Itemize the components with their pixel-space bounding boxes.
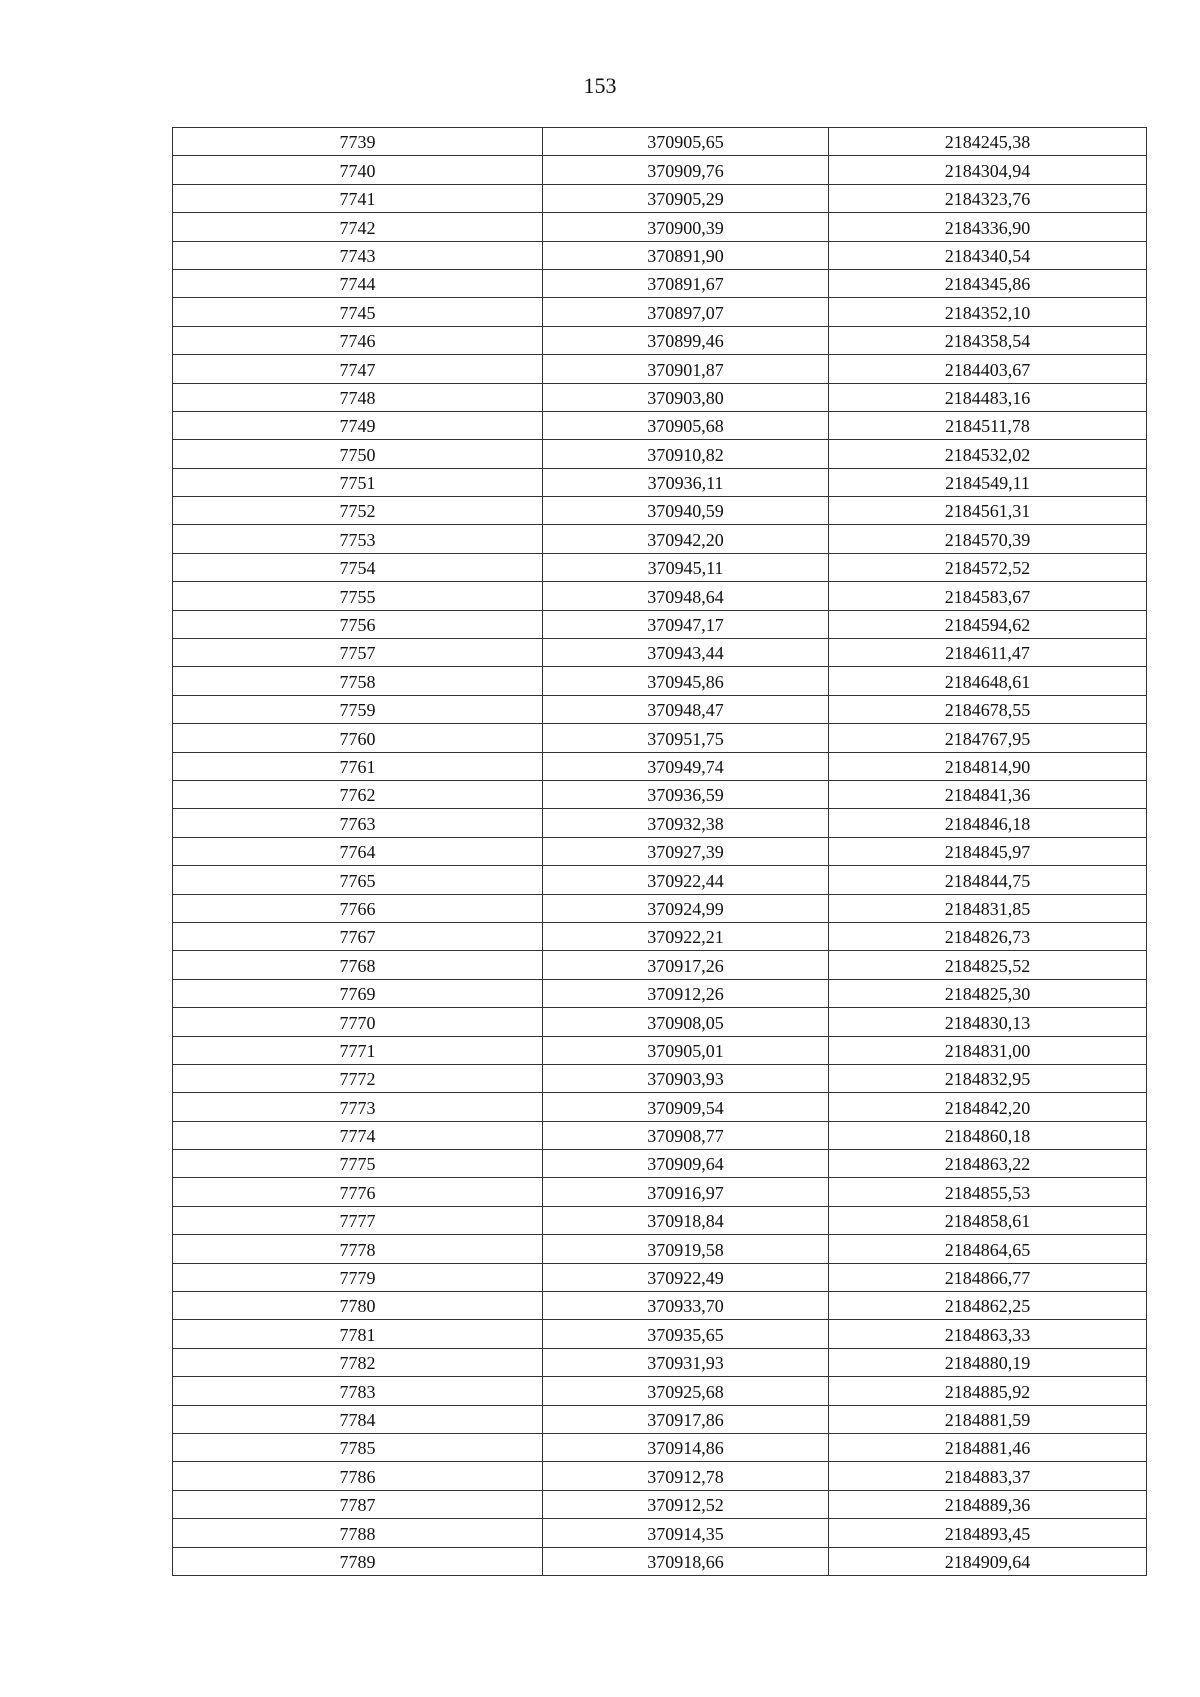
x-coordinate-cell: 370949,74	[543, 752, 829, 780]
y-coordinate-cell: 2184855,53	[829, 1178, 1147, 1206]
point-number-cell: 7773	[173, 1093, 543, 1121]
x-coordinate-cell: 370914,86	[543, 1433, 829, 1461]
point-number-cell: 7750	[173, 440, 543, 468]
table-row	[173, 866, 1147, 894]
point-number-cell: 7779	[173, 1263, 543, 1291]
x-coordinate-cell: 370945,86	[543, 667, 829, 695]
y-coordinate-cell: 2184845,97	[829, 837, 1147, 865]
y-coordinate-cell: 2184245,38	[829, 128, 1147, 156]
y-coordinate-cell: 2184832,95	[829, 1064, 1147, 1092]
x-coordinate-cell: 370951,75	[543, 724, 829, 752]
x-coordinate-cell: 370905,65	[543, 128, 829, 156]
table-row	[173, 156, 1147, 184]
table-row	[173, 1405, 1147, 1433]
y-coordinate-cell: 2184583,67	[829, 582, 1147, 610]
y-coordinate-cell: 2184880,19	[829, 1348, 1147, 1376]
table-row	[173, 582, 1147, 610]
table-row	[173, 1206, 1147, 1234]
table-row	[173, 1320, 1147, 1348]
table-row	[173, 1377, 1147, 1405]
point-number-cell: 7777	[173, 1206, 543, 1234]
table-row	[173, 468, 1147, 496]
point-number-cell: 7780	[173, 1292, 543, 1320]
point-number-cell: 7749	[173, 411, 543, 439]
table-row	[173, 1150, 1147, 1178]
x-coordinate-cell: 370943,44	[543, 639, 829, 667]
coordinates-table-body	[173, 128, 1147, 1576]
table-row	[173, 1008, 1147, 1036]
point-number-cell: 7745	[173, 298, 543, 326]
table-row	[173, 1292, 1147, 1320]
table-row	[173, 383, 1147, 411]
point-number-cell: 7763	[173, 809, 543, 837]
y-coordinate-cell: 2184883,37	[829, 1462, 1147, 1490]
table-row	[173, 1036, 1147, 1064]
y-coordinate-cell: 2184594,62	[829, 610, 1147, 638]
y-coordinate-cell: 2184561,31	[829, 497, 1147, 525]
point-number-cell: 7769	[173, 979, 543, 1007]
table-row	[173, 724, 1147, 752]
x-coordinate-cell: 370919,58	[543, 1235, 829, 1263]
y-coordinate-cell: 2184858,61	[829, 1206, 1147, 1234]
point-number-cell: 7768	[173, 951, 543, 979]
y-coordinate-cell: 2184345,86	[829, 269, 1147, 297]
table-row	[173, 610, 1147, 638]
table-row	[173, 525, 1147, 553]
point-number-cell: 7774	[173, 1121, 543, 1149]
point-number-cell: 7748	[173, 383, 543, 411]
point-number-cell: 7746	[173, 326, 543, 354]
table-row	[173, 1263, 1147, 1291]
x-coordinate-cell: 370947,17	[543, 610, 829, 638]
x-coordinate-cell: 370932,38	[543, 809, 829, 837]
x-coordinate-cell: 370922,44	[543, 866, 829, 894]
x-coordinate-cell: 370905,01	[543, 1036, 829, 1064]
point-number-cell: 7776	[173, 1178, 543, 1206]
y-coordinate-cell: 2184909,64	[829, 1547, 1147, 1575]
x-coordinate-cell: 370903,80	[543, 383, 829, 411]
point-number-cell: 7751	[173, 468, 543, 496]
point-number-cell: 7739	[173, 128, 543, 156]
y-coordinate-cell: 2184549,11	[829, 468, 1147, 496]
x-coordinate-cell: 370922,49	[543, 1263, 829, 1291]
y-coordinate-cell: 2184611,47	[829, 639, 1147, 667]
y-coordinate-cell: 2184814,90	[829, 752, 1147, 780]
y-coordinate-cell: 2184340,54	[829, 241, 1147, 269]
x-coordinate-cell: 370905,29	[543, 184, 829, 212]
x-coordinate-cell: 370924,99	[543, 894, 829, 922]
coordinates-table	[172, 127, 1147, 1576]
table-row	[173, 951, 1147, 979]
table-row	[173, 269, 1147, 297]
table-row	[173, 809, 1147, 837]
point-number-cell: 7789	[173, 1547, 543, 1575]
point-number-cell: 7766	[173, 894, 543, 922]
y-coordinate-cell: 2184846,18	[829, 809, 1147, 837]
point-number-cell: 7753	[173, 525, 543, 553]
table-row	[173, 1519, 1147, 1547]
table-row	[173, 1462, 1147, 1490]
x-coordinate-cell: 370917,26	[543, 951, 829, 979]
y-coordinate-cell: 2184336,90	[829, 213, 1147, 241]
point-number-cell: 7757	[173, 639, 543, 667]
x-coordinate-cell: 370905,68	[543, 411, 829, 439]
x-coordinate-cell: 370910,82	[543, 440, 829, 468]
table-row	[173, 553, 1147, 581]
x-coordinate-cell: 370948,47	[543, 695, 829, 723]
x-coordinate-cell: 370948,64	[543, 582, 829, 610]
point-number-cell: 7740	[173, 156, 543, 184]
table-row	[173, 440, 1147, 468]
table-row	[173, 1093, 1147, 1121]
x-coordinate-cell: 370945,11	[543, 553, 829, 581]
point-number-cell: 7778	[173, 1235, 543, 1263]
y-coordinate-cell: 2184844,75	[829, 866, 1147, 894]
y-coordinate-cell: 2184483,16	[829, 383, 1147, 411]
x-coordinate-cell: 370891,90	[543, 241, 829, 269]
point-number-cell: 7764	[173, 837, 543, 865]
y-coordinate-cell: 2184323,76	[829, 184, 1147, 212]
x-coordinate-cell: 370917,86	[543, 1405, 829, 1433]
y-coordinate-cell: 2184862,25	[829, 1292, 1147, 1320]
point-number-cell: 7772	[173, 1064, 543, 1092]
table-row	[173, 695, 1147, 723]
x-coordinate-cell: 370900,39	[543, 213, 829, 241]
point-number-cell: 7756	[173, 610, 543, 638]
y-coordinate-cell: 2184648,61	[829, 667, 1147, 695]
table-row	[173, 497, 1147, 525]
y-coordinate-cell: 2184570,39	[829, 525, 1147, 553]
x-coordinate-cell: 370909,76	[543, 156, 829, 184]
point-number-cell: 7782	[173, 1348, 543, 1376]
y-coordinate-cell: 2184864,65	[829, 1235, 1147, 1263]
y-coordinate-cell: 2184841,36	[829, 780, 1147, 808]
table-row	[173, 1433, 1147, 1461]
table-row	[173, 355, 1147, 383]
y-coordinate-cell: 2184893,45	[829, 1519, 1147, 1547]
table-row	[173, 837, 1147, 865]
point-number-cell: 7775	[173, 1150, 543, 1178]
y-coordinate-cell: 2184403,67	[829, 355, 1147, 383]
point-number-cell: 7755	[173, 582, 543, 610]
x-coordinate-cell: 370899,46	[543, 326, 829, 354]
table-row	[173, 752, 1147, 780]
x-coordinate-cell: 370931,93	[543, 1348, 829, 1376]
table-row	[173, 639, 1147, 667]
x-coordinate-cell: 370916,97	[543, 1178, 829, 1206]
table-row	[173, 1121, 1147, 1149]
table-row	[173, 1490, 1147, 1518]
x-coordinate-cell: 370918,84	[543, 1206, 829, 1234]
page-number: 153	[583, 73, 617, 98]
y-coordinate-cell: 2184842,20	[829, 1093, 1147, 1121]
y-coordinate-cell: 2184358,54	[829, 326, 1147, 354]
y-coordinate-cell: 2184825,52	[829, 951, 1147, 979]
point-number-cell: 7767	[173, 922, 543, 950]
table-row	[173, 780, 1147, 808]
y-coordinate-cell: 2184825,30	[829, 979, 1147, 1007]
x-coordinate-cell: 370925,68	[543, 1377, 829, 1405]
x-coordinate-cell: 370927,39	[543, 837, 829, 865]
point-number-cell: 7784	[173, 1405, 543, 1433]
y-coordinate-cell: 2184678,55	[829, 695, 1147, 723]
x-coordinate-cell: 370908,77	[543, 1121, 829, 1149]
point-number-cell: 7741	[173, 184, 543, 212]
x-coordinate-cell: 370922,21	[543, 922, 829, 950]
x-coordinate-cell: 370912,78	[543, 1462, 829, 1490]
table-row	[173, 1348, 1147, 1376]
y-coordinate-cell: 2184831,00	[829, 1036, 1147, 1064]
y-coordinate-cell: 2184532,02	[829, 440, 1147, 468]
table-row	[173, 894, 1147, 922]
y-coordinate-cell: 2184572,52	[829, 553, 1147, 581]
point-number-cell: 7762	[173, 780, 543, 808]
y-coordinate-cell: 2184863,22	[829, 1150, 1147, 1178]
x-coordinate-cell: 370936,59	[543, 780, 829, 808]
x-coordinate-cell: 370912,26	[543, 979, 829, 1007]
point-number-cell: 7754	[173, 553, 543, 581]
x-coordinate-cell: 370940,59	[543, 497, 829, 525]
y-coordinate-cell: 2184889,36	[829, 1490, 1147, 1518]
point-number-cell: 7759	[173, 695, 543, 723]
y-coordinate-cell: 2184831,85	[829, 894, 1147, 922]
point-number-cell: 7758	[173, 667, 543, 695]
point-number-cell: 7744	[173, 269, 543, 297]
y-coordinate-cell: 2184866,77	[829, 1263, 1147, 1291]
table-row	[173, 298, 1147, 326]
x-coordinate-cell: 370908,05	[543, 1008, 829, 1036]
y-coordinate-cell: 2184881,46	[829, 1433, 1147, 1461]
x-coordinate-cell: 370909,54	[543, 1093, 829, 1121]
x-coordinate-cell: 370936,11	[543, 468, 829, 496]
point-number-cell: 7771	[173, 1036, 543, 1064]
point-number-cell: 7747	[173, 355, 543, 383]
table-row	[173, 411, 1147, 439]
table-row	[173, 128, 1147, 156]
table-row	[173, 184, 1147, 212]
y-coordinate-cell: 2184352,10	[829, 298, 1147, 326]
x-coordinate-cell: 370933,70	[543, 1292, 829, 1320]
point-number-cell: 7783	[173, 1377, 543, 1405]
table-row	[173, 241, 1147, 269]
y-coordinate-cell: 2184830,13	[829, 1008, 1147, 1036]
point-number-cell: 7786	[173, 1462, 543, 1490]
point-number-cell: 7752	[173, 497, 543, 525]
x-coordinate-cell: 370912,52	[543, 1490, 829, 1518]
table-row	[173, 1547, 1147, 1575]
y-coordinate-cell: 2184767,95	[829, 724, 1147, 752]
x-coordinate-cell: 370891,67	[543, 269, 829, 297]
y-coordinate-cell: 2184863,33	[829, 1320, 1147, 1348]
point-number-cell: 7770	[173, 1008, 543, 1036]
y-coordinate-cell: 2184826,73	[829, 922, 1147, 950]
y-coordinate-cell: 2184304,94	[829, 156, 1147, 184]
x-coordinate-cell: 370942,20	[543, 525, 829, 553]
y-coordinate-cell: 2184511,78	[829, 411, 1147, 439]
x-coordinate-cell: 370897,07	[543, 298, 829, 326]
point-number-cell: 7765	[173, 866, 543, 894]
point-number-cell: 7788	[173, 1519, 543, 1547]
x-coordinate-cell: 370901,87	[543, 355, 829, 383]
x-coordinate-cell: 370903,93	[543, 1064, 829, 1092]
point-number-cell: 7785	[173, 1433, 543, 1461]
point-number-cell: 7742	[173, 213, 543, 241]
x-coordinate-cell: 370909,64	[543, 1150, 829, 1178]
point-number-cell: 7787	[173, 1490, 543, 1518]
table-row	[173, 326, 1147, 354]
point-number-cell: 7761	[173, 752, 543, 780]
x-coordinate-cell: 370918,66	[543, 1547, 829, 1575]
x-coordinate-cell: 370914,35	[543, 1519, 829, 1547]
y-coordinate-cell: 2184881,59	[829, 1405, 1147, 1433]
table-row	[173, 1178, 1147, 1206]
table-row	[173, 667, 1147, 695]
table-row	[173, 213, 1147, 241]
point-number-cell: 7743	[173, 241, 543, 269]
y-coordinate-cell: 2184860,18	[829, 1121, 1147, 1149]
point-number-cell: 7781	[173, 1320, 543, 1348]
table-row	[173, 922, 1147, 950]
table-row	[173, 1235, 1147, 1263]
table-row	[173, 1064, 1147, 1092]
x-coordinate-cell: 370935,65	[543, 1320, 829, 1348]
y-coordinate-cell: 2184885,92	[829, 1377, 1147, 1405]
table-row	[173, 979, 1147, 1007]
point-number-cell: 7760	[173, 724, 543, 752]
